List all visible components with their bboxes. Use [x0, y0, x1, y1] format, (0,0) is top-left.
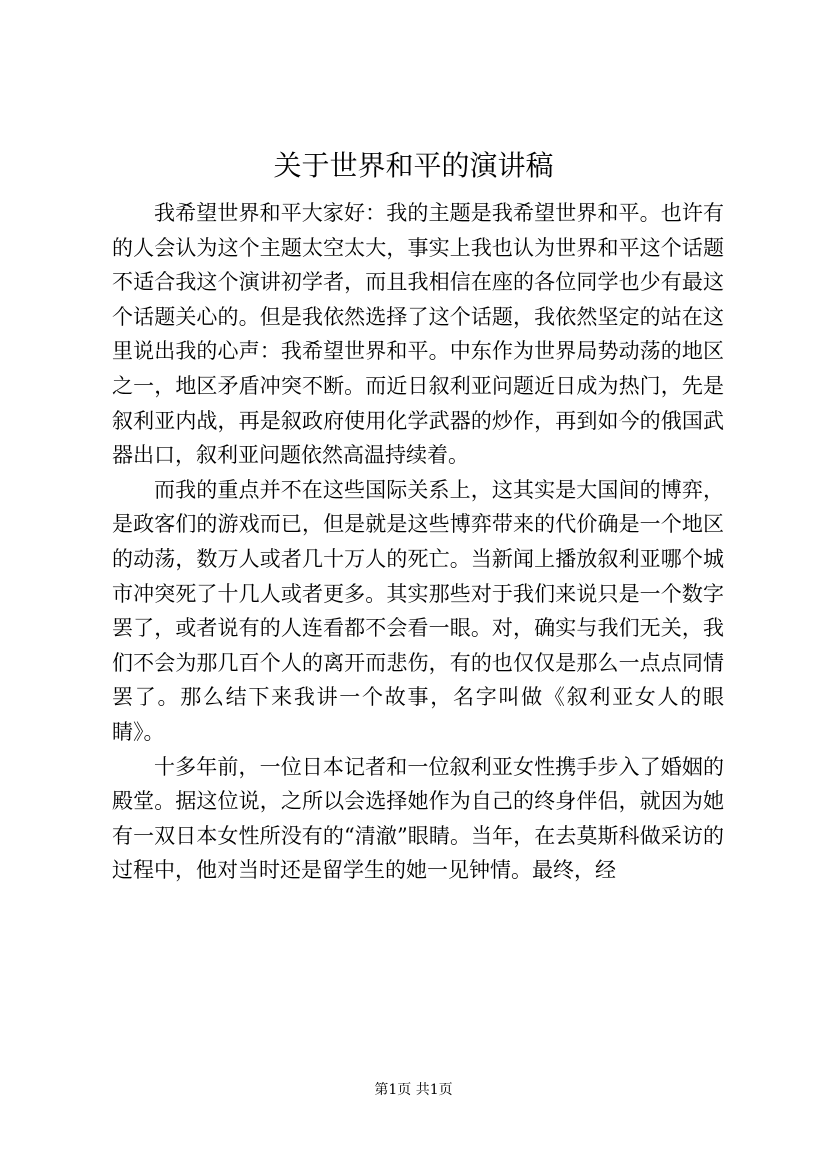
document-title: 关于世界和平的演讲稿	[273, 149, 554, 182]
paragraph-3: 十多年前，一位日本记者和一位叙利亚女性携手步入了婚姻的殿堂。据这位说，之所以会选择她作为自己的终身伴侣，就因为她有一双日本女性所没有的“清澈”眼睛。当年，在去莫斯科做采访的过程中，他对当时还是留学生的她一见钟情。最终，经	[112, 754, 724, 883]
paragraph-2: 而我的重点并不在这些国际关系上，这其实是大国间的博弈，是政客们的游戏而已，但是就是这些博弈带来的代价确是一个地区的动荡，数万人或者几十万人的死亡。当新闻上播放叙利亚哪个城市冲突死了十几人或者更多。其实那些对于我们来说只是一个数字罢了，或者说有的人连看都不会看一眼。对，确实与我们无关，我们不会为那几百个人的离开而悲伤，有的也仅仅是那么一点点同情罢了。那么结下来我讲一个故事，名字叫做《叙利亚女人的眼睛》。	[112, 477, 724, 744]
page-number-footer: 第1页 共1页	[374, 1082, 453, 1098]
paragraph-1: 我希望世界和平大家好：我的主题是我希望世界和平。也许有的人会认为这个主题太空太大，事实上我也认为世界和平这个话题不适合我这个演讲初学者，而且我相信在座的各位同学也少有最这个话题关心的。但是我依然选择了这个话题，我依然坚定的站在这里说出我的心声：我希望世界和平。中东作为世界局势动荡的地区之一，地区矛盾冲突不断。而近日叙利亚问题近日成为热门，先是叙利亚内战，再是叙政府使用化学武器的炒作，再到如今的俄国武器出口，叙利亚问题依然高温持续着。	[112, 201, 724, 468]
document-body	[112, 196, 724, 888]
